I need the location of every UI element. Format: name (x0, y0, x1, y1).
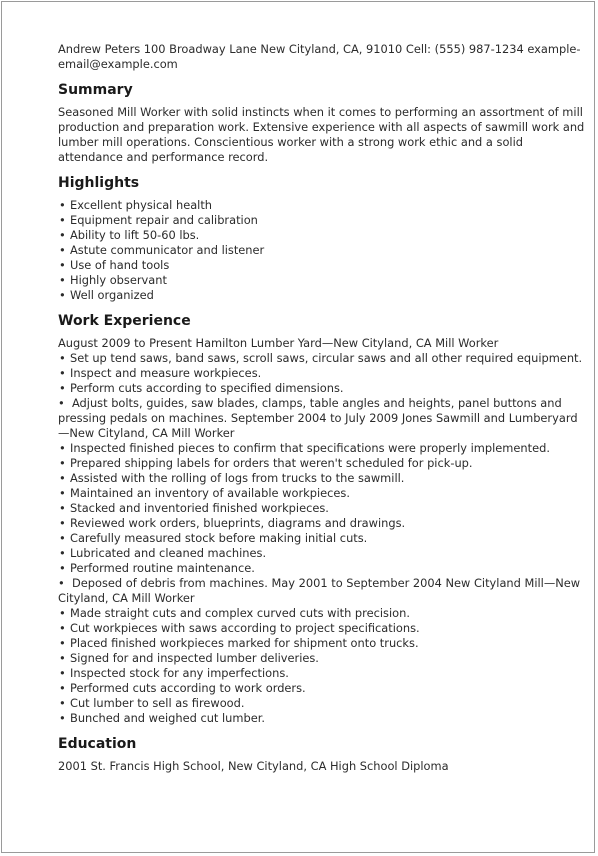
list-item: • Use of hand tools (58, 258, 588, 273)
education-heading: Education (58, 736, 137, 752)
list-item: • Cut lumber to sell as firewood. (58, 696, 588, 711)
job-header: Deposed of debris from machines. May 2001 to September 2004 New Cityland Mill—New Cityland, CA Mill Worker (58, 576, 581, 605)
summary-heading: Summary (58, 82, 133, 98)
list-item: • Astute communicator and listener (58, 243, 588, 258)
list-item: • Performed cuts according to work orders. (58, 681, 588, 696)
job-header: August 2009 to Present Hamilton Lumber Yard—New Cityland, CA Mill Worker (58, 336, 499, 350)
list-item: • Lubricated and cleaned machines. (58, 546, 588, 561)
experience-section (58, 312, 588, 726)
list-item: • Placed finished workpieces marked for shipment onto trucks. (58, 636, 588, 651)
summary-text: Seasoned Mill Worker with solid instincts when it comes to performing an assortment of mill production and preparation work. Extensive experience with all aspects of sawmill work and lumber mill operations. Conscientious worker with a strong work ethic and a solid attendance and performance record. (58, 105, 585, 164)
list-item: • Inspect and measure workpieces. (58, 366, 588, 381)
bullet-glyph (58, 576, 72, 590)
resume-page (1, 1, 595, 853)
list-item: • Performed routine maintenance. (58, 561, 588, 576)
job-duties-list (58, 351, 588, 396)
resume-content (58, 42, 588, 783)
education-text: 2001 St. Francis High School, New Cityland, CA High School Diploma (58, 759, 449, 773)
bullet-glyph (58, 396, 72, 410)
job-duties-list (58, 441, 588, 576)
list-item: • Bunched and weighed cut lumber. (58, 711, 588, 726)
job-transition-text (58, 576, 588, 606)
list-item: • Set up tend saws, band saws, scroll saws, circular saws and all other required equipment. (58, 351, 588, 366)
list-item: • Perform cuts according to specified dimensions. (58, 381, 588, 396)
list-item: • Cut workpieces with saws according to project specifications. (58, 621, 588, 636)
highlights-heading: Highlights (58, 175, 140, 191)
job-transition-text (58, 396, 588, 441)
job-duties-list (58, 606, 588, 726)
list-item: • Excellent physical health (58, 198, 588, 213)
contact-info: Andrew Peters 100 Broadway Lane New Cityland, CA, 91010 Cell: (555) 987-1234 example-email@example.com (58, 42, 581, 71)
list-item: • Ability to lift 50-60 lbs. (58, 228, 588, 243)
list-item: • Inspected stock for any imperfections. (58, 666, 588, 681)
list-item: • Carefully measured stock before making initial cuts. (58, 531, 588, 546)
list-item: • Well organized (58, 288, 588, 303)
list-item: • Stacked and inventoried finished workpieces. (58, 501, 588, 516)
list-item: • Assisted with the rolling of logs from trucks to the sawmill. (58, 471, 588, 486)
education-section (58, 735, 588, 774)
list-item: • Prepared shipping labels for orders that weren't scheduled for pick-up. (58, 456, 588, 471)
highlights-section (58, 174, 588, 303)
job-header: Adjust bolts, guides, saw blades, clamps, table angles and heights, panel buttons and pressing pedals on machines. September 2004 to July 2009 Jones Sawmill and Lumberyard—New Cityland, CA Mill Worker (58, 396, 578, 440)
summary-section (58, 81, 588, 165)
list-item: • Signed for and inspected lumber deliveries. (58, 651, 588, 666)
experience-heading: Work Experience (58, 313, 191, 329)
list-item: • Reviewed work orders, blueprints, diagrams and drawings. (58, 516, 588, 531)
list-item: • Equipment repair and calibration (58, 213, 588, 228)
list-item: • Highly observant (58, 273, 588, 288)
list-item: • Inspected finished pieces to confirm that specifications were properly implemented. (58, 441, 588, 456)
list-item: • Maintained an inventory of available workpieces. (58, 486, 588, 501)
highlights-list (58, 198, 588, 303)
list-item: • Made straight cuts and complex curved cuts with precision. (58, 606, 588, 621)
